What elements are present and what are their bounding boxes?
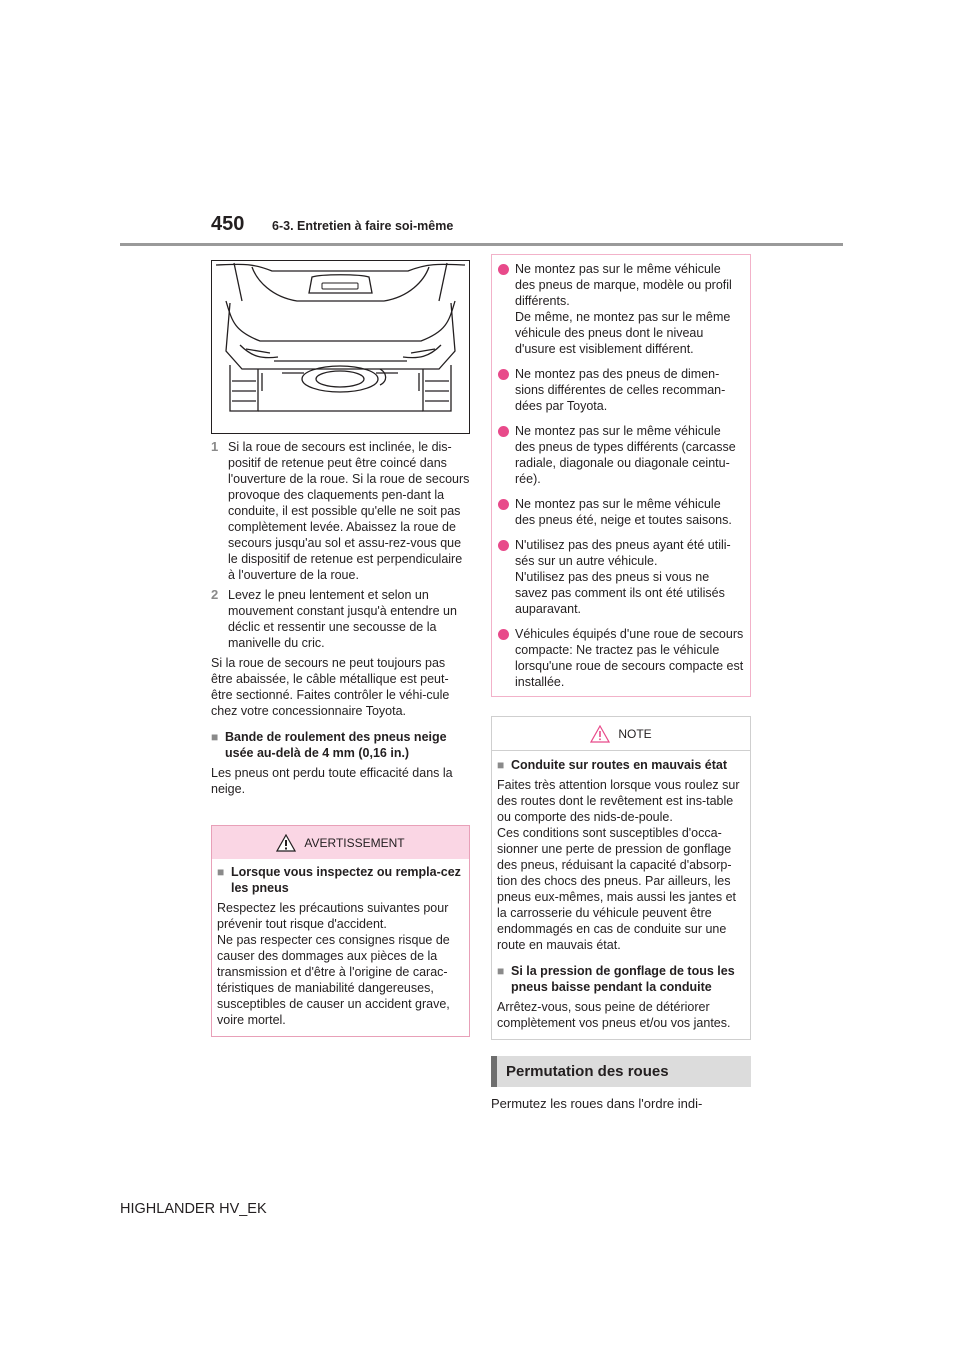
section-intro-text: Permutez les roues dans l'ordre indi- [491, 1096, 703, 1111]
list-item-text: Ne montez pas sur le même véhicule des pneus de marque, modèle ou profil différents. De même, ne montez pas sur le même véhicule des pneus dont le niveau d'usure est visiblement différent. [515, 262, 732, 356]
list-item [498, 537, 744, 617]
caution-triangle-icon [590, 725, 610, 743]
step-number: 2 [211, 587, 219, 602]
warning-triangle-icon [276, 834, 296, 852]
header-rule [120, 243, 843, 246]
bullet-dot-icon [498, 426, 509, 437]
warning-header [212, 826, 469, 859]
list-item-text: Ne montez pas des pneus de dimen-sions différentes de celles recomman-dées par Toyota. [515, 367, 726, 413]
bullet-dot-icon [498, 540, 509, 551]
list-item [498, 496, 744, 528]
footer-model-name: HIGHLANDER HV_EK [120, 1201, 267, 1217]
body-paragraph: Si la roue de secours ne peut toujours pas être abaissée, le câble métallique est peut-être sectionné. Faites contrôler le véhi-cule chez votre concessionnaire Toyota. [211, 656, 450, 718]
note-heading-2 [497, 963, 745, 995]
warning-heading-text: Lorsque vous inspectez ou rempla-cez les pneus [231, 865, 461, 895]
tire-rules-box [491, 254, 751, 697]
list-item [498, 423, 744, 487]
note-box [491, 716, 751, 1040]
tread-heading-text: Bande de roulement des pneus neige usée au-delà de 4 mm (0,16 in.) [225, 730, 447, 760]
note-heading-text: Conduite sur routes en mauvais état [511, 758, 728, 772]
list-item-text: Véhicules équipés d'une roue de secours compacte: Ne tractez pas le véhicule lorsqu'une roue de secours compacte est installée. [515, 627, 744, 689]
tread-heading [211, 729, 470, 761]
note-header [492, 717, 750, 751]
warning-box [211, 825, 470, 1037]
note-heading-text: Si la pression de gonflage de tous les pneus baisse pendant la conduite [511, 964, 735, 994]
section-heading: Permutation des roues [491, 1056, 751, 1087]
step-number: 1 [211, 439, 219, 454]
step-text: Si la roue de secours est inclinée, le dis-positif de retenue peut être coincé dans l'ouverture de la roue. Si la roue de secours provoque des claquements pen-dant la conduite, il est possible qu'elle ne soit pas complètement levée. Abaissez la roue de secours jusqu'au sol et assu-rez-vous que le dispositif de retenue est perpendiculaire à l'ouverture de la roue. [228, 440, 470, 582]
list-item-text: N'utilisez pas des pneus ayant été utili-sés sur un autre véhicule. N'utilisez pas des pneus si vous ne savez pas comment ils ont été utilisés auparavant. [515, 538, 731, 616]
warning-label: AVERTISSEMENT [304, 835, 405, 850]
section-title: 6-3. Entretien à faire soi-même [272, 219, 454, 233]
bullet-dot-icon [498, 629, 509, 640]
list-item-text: Ne montez pas sur le même véhicule des pneus été, neige et toutes saisons. [515, 497, 732, 527]
step-1 [211, 439, 470, 583]
list-item [498, 626, 744, 690]
step-text: Levez le pneu lentement et selon un mouvement constant jusqu'à entendre un déclic et ressentir une secousse de la manivelle du cric. [228, 588, 457, 650]
list-item [498, 366, 744, 414]
square-bullet-icon: ■ [497, 964, 505, 978]
vehicle-rear-drawing [212, 261, 469, 433]
square-bullet-icon: ■ [217, 865, 225, 879]
right-column [491, 254, 751, 1112]
note-text-2: Arrêtez-vous, sous peine de détériorer complètement vos pneus et/ou vos jantes. [497, 1000, 731, 1030]
left-column [211, 260, 470, 1037]
page-number: 450 [211, 213, 245, 235]
list-item-text: Ne montez pas sur le même véhicule des pneus de types différents (carcasse radiale, diagonale ou diagonale ceintu-rée). [515, 424, 736, 486]
list-item [498, 261, 744, 357]
note-label: NOTE [618, 726, 652, 741]
spare-tire-illustration [211, 260, 470, 434]
warning-body [212, 859, 469, 1036]
step-2 [211, 587, 470, 651]
warning-heading [217, 864, 464, 896]
note-body [492, 751, 750, 1039]
note-text-1: Faites très attention lorsque vous roulez sur des routes dont le revêtement est ins-table ou comporte des nids-de-poule. Ces conditions sont susceptibles d'occa-sionner une perte de pression de gonflage des pneus, réduisant la capacité d'absorp-tion des chocs des pneus. Par ailleurs, les pneus eux-mêmes, mais aussi les jantes et la carrosserie du véhicule peuvent être endommagés en cas de conduite sur une route en mauvais état. [497, 778, 740, 952]
bullet-dot-icon [498, 499, 509, 510]
bullet-dot-icon [498, 264, 509, 275]
note-heading-1 [497, 757, 745, 773]
warning-text: Respectez les précautions suivantes pour prévenir tout risque d'accident. Ne pas respecter ces consignes risque de causer des dommages aux pièces de la transmission et d'être à l'origine de carac-téristiques de maniabilité dangereuses, susceptibles de causer un accident grave, voire mortel. [217, 901, 450, 1027]
tread-text: Les pneus ont perdu toute efficacité dans la neige. [211, 766, 453, 796]
square-bullet-icon: ■ [211, 730, 219, 744]
bullet-dot-icon [498, 369, 509, 380]
square-bullet-icon: ■ [497, 758, 505, 772]
